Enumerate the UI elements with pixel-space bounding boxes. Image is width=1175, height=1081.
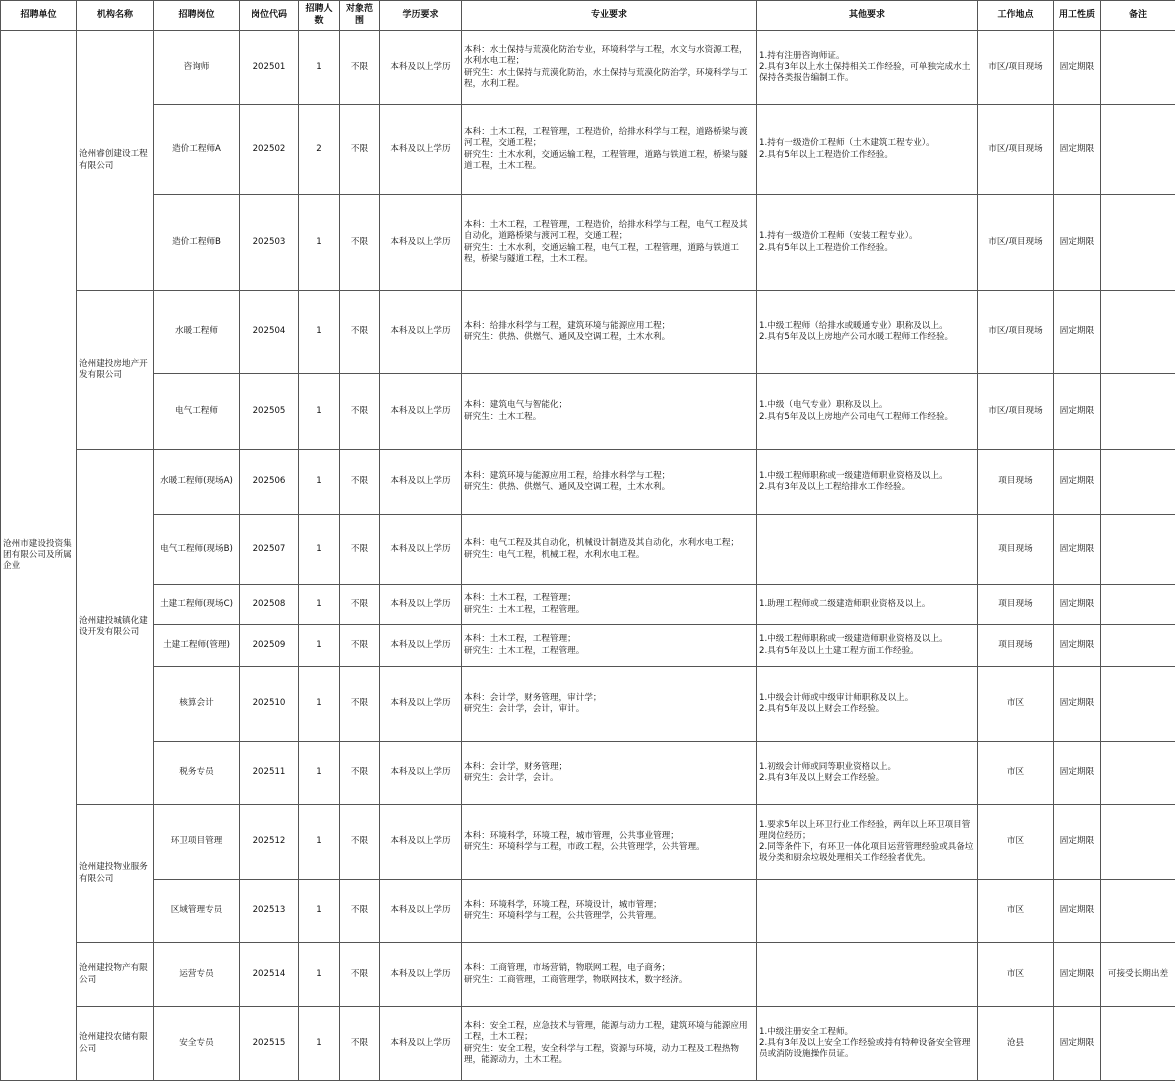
- employment-type: 固定期限: [1054, 742, 1101, 805]
- employment-type: 固定期限: [1054, 805, 1101, 880]
- post-code: 202508: [240, 585, 299, 625]
- table-row: [1, 1007, 1175, 1081]
- major-requirements: 本科：土木工程，工程管理； 研究生：土木工程，工程管理。: [462, 585, 757, 625]
- other-requirements: 1.持有注册咨询师证。 2.具有3年以上水土保持相关工作经验，可单独完成水土保持各类报告编制工作。: [757, 31, 978, 105]
- employment-type: 固定期限: [1054, 1007, 1101, 1081]
- other-requirements: 1.持有一级造价工程师（安装工程专业）。 2.具有5年以上工程造价工作经验。: [757, 195, 978, 291]
- education: 本科及以上学历: [380, 1007, 462, 1081]
- post-code: 202503: [240, 195, 299, 291]
- employment-type: 固定期限: [1054, 105, 1101, 195]
- post-code: 202514: [240, 943, 299, 1007]
- post-code: 202513: [240, 880, 299, 943]
- table-row: [1, 374, 1175, 450]
- employment-type: 固定期限: [1054, 585, 1101, 625]
- table-row: [1, 880, 1175, 943]
- education: 本科及以上学历: [380, 31, 462, 105]
- major-requirements: 本科：环境科学，环境工程，城市管理，公共事业管理； 研究生：环境科学与工程，市政工程，公共管理学，公共管理。: [462, 805, 757, 880]
- header-cell: 用工性质: [1054, 1, 1101, 31]
- work-location: 市区: [978, 880, 1054, 943]
- header-row: [1, 1, 1175, 31]
- other-requirements: 1.助理工程师或二级建造师职业资格及以上。: [757, 585, 978, 625]
- remarks: [1101, 742, 1175, 805]
- headcount: 1: [299, 667, 340, 742]
- table-row: [1, 31, 1175, 105]
- post-name: 土建工程师(现场C): [154, 585, 240, 625]
- post-name: 核算会计: [154, 667, 240, 742]
- employment-type: 固定期限: [1054, 374, 1101, 450]
- scope: 不限: [340, 667, 380, 742]
- remarks: [1101, 450, 1175, 515]
- post-name: 造价工程师B: [154, 195, 240, 291]
- headcount: 1: [299, 805, 340, 880]
- scope: 不限: [340, 105, 380, 195]
- other-requirements: 1.中级工程师职称或一级建造师职业资格及以上。 2.具有5年及以上土建工程方面工作经验。: [757, 625, 978, 667]
- table-row: [1, 450, 1175, 515]
- table-row: [1, 667, 1175, 742]
- education: 本科及以上学历: [380, 374, 462, 450]
- table-row: [1, 515, 1175, 585]
- education: 本科及以上学历: [380, 742, 462, 805]
- headcount: 1: [299, 291, 340, 374]
- post-name: 环卫项目管理: [154, 805, 240, 880]
- education: 本科及以上学历: [380, 195, 462, 291]
- work-location: 沧县: [978, 1007, 1054, 1081]
- post-code: 202512: [240, 805, 299, 880]
- post-name: 造价工程师A: [154, 105, 240, 195]
- scope: 不限: [340, 943, 380, 1007]
- post-name: 水暖工程师(现场A): [154, 450, 240, 515]
- scope: 不限: [340, 880, 380, 943]
- education: 本科及以上学历: [380, 805, 462, 880]
- scope: 不限: [340, 450, 380, 515]
- work-location: 项目现场: [978, 450, 1054, 515]
- major-requirements: 本科：会计学，财务管理，审计学； 研究生：会计学，会计，审计。: [462, 667, 757, 742]
- org-name: 沧州建投房地产开发有限公司: [77, 291, 154, 450]
- remarks: [1101, 880, 1175, 943]
- other-requirements: [757, 943, 978, 1007]
- post-name: 电气工程师(现场B): [154, 515, 240, 585]
- scope: 不限: [340, 31, 380, 105]
- work-location: 市区: [978, 943, 1054, 1007]
- work-location: 市区: [978, 742, 1054, 805]
- employment-type: 固定期限: [1054, 31, 1101, 105]
- other-requirements: 1.中级注册安全工程师。 2.具有3年及以上安全工作经验或持有特种设备安全管理员或消防设施操作员证。: [757, 1007, 978, 1081]
- org-name: 沧州建投物业服务有限公司: [77, 805, 154, 943]
- header-cell: 机构名称: [77, 1, 154, 31]
- work-location: 项目现场: [978, 585, 1054, 625]
- table-row: [1, 742, 1175, 805]
- table-row: [1, 195, 1175, 291]
- scope: 不限: [340, 195, 380, 291]
- post-name: 电气工程师: [154, 374, 240, 450]
- other-requirements: [757, 515, 978, 585]
- education: 本科及以上学历: [380, 105, 462, 195]
- scope: 不限: [340, 515, 380, 585]
- major-requirements: 本科：水土保持与荒漠化防治专业，环境科学与工程，水文与水资源工程，水利水电工程； 研究生：水土保持与荒漠化防治，水土保持与荒漠化防治学，环境科学与工程，水利工程。: [462, 31, 757, 105]
- headcount: 1: [299, 625, 340, 667]
- post-name: 水暖工程师: [154, 291, 240, 374]
- work-location: 市区/项目现场: [978, 374, 1054, 450]
- headcount: 1: [299, 31, 340, 105]
- employment-type: 固定期限: [1054, 291, 1101, 374]
- headcount: 1: [299, 943, 340, 1007]
- employment-type: 固定期限: [1054, 625, 1101, 667]
- table-row: [1, 105, 1175, 195]
- other-requirements: 1.要求5年以上环卫行业工作经验，两年以上环卫项目管理岗位经历； 2.同等条件下，有环卫一体化项目运营管理经验或具备垃圾分类和厨余垃圾处理相关工作经验者优先。: [757, 805, 978, 880]
- remarks: [1101, 515, 1175, 585]
- remarks: [1101, 31, 1175, 105]
- remarks: [1101, 374, 1175, 450]
- header-cell: 招聘人数: [299, 1, 340, 31]
- header-cell: 招聘岗位: [154, 1, 240, 31]
- remarks: [1101, 805, 1175, 880]
- remarks: [1101, 585, 1175, 625]
- headcount: 1: [299, 742, 340, 805]
- post-code: 202502: [240, 105, 299, 195]
- other-requirements: 1.中级工程师职称或一级建造师职业资格及以上。 2.具有3年及以上工程给排水工作经验。: [757, 450, 978, 515]
- work-location: 市区/项目现场: [978, 31, 1054, 105]
- header-cell: 岗位代码: [240, 1, 299, 31]
- work-location: 市区/项目现场: [978, 291, 1054, 374]
- major-requirements: 本科：电气工程及其自动化，机械设计制造及其自动化，水利水电工程； 研究生：电气工程，机械工程，水利水电工程。: [462, 515, 757, 585]
- major-requirements: 本科：土木工程，工程管理，工程造价，给排水科学与工程，道路桥梁与渡河工程，交通工程； 研究生：土木水利，交通运输工程，工程管理，道路与铁道工程，桥梁与隧道工程，土木工程。: [462, 105, 757, 195]
- employment-type: 固定期限: [1054, 880, 1101, 943]
- remarks: [1101, 667, 1175, 742]
- other-requirements: 1.中级（电气专业）职称及以上。 2.具有5年及以上房地产公司电气工程师工作经验。: [757, 374, 978, 450]
- major-requirements: 本科：土木工程，工程管理； 研究生：土木工程，工程管理。: [462, 625, 757, 667]
- scope: 不限: [340, 374, 380, 450]
- major-requirements: 本科：建筑电气与智能化； 研究生：土木工程。: [462, 374, 757, 450]
- post-code: 202510: [240, 667, 299, 742]
- headcount: 1: [299, 515, 340, 585]
- employment-type: 固定期限: [1054, 943, 1101, 1007]
- headcount: 1: [299, 195, 340, 291]
- major-requirements: 本科：建筑环境与能源应用工程，给排水科学与工程； 研究生：供热、供燃气、通风及空调工程，土木水利。: [462, 450, 757, 515]
- header-cell: 对象范围: [340, 1, 380, 31]
- remarks: [1101, 105, 1175, 195]
- header-cell: 学历要求: [380, 1, 462, 31]
- post-name: 土建工程师(管理): [154, 625, 240, 667]
- remarks: [1101, 291, 1175, 374]
- major-requirements: 本科：会计学，财务管理； 研究生：会计学，会计。: [462, 742, 757, 805]
- scope: 不限: [340, 585, 380, 625]
- scope: 不限: [340, 805, 380, 880]
- post-name: 安全专员: [154, 1007, 240, 1081]
- table-row: [1, 291, 1175, 374]
- work-location: 市区: [978, 805, 1054, 880]
- headcount: 1: [299, 880, 340, 943]
- remarks: [1101, 625, 1175, 667]
- work-location: 市区/项目现场: [978, 105, 1054, 195]
- education: 本科及以上学历: [380, 943, 462, 1007]
- major-requirements: 本科：环境科学，环境工程，环境设计，城市管理； 研究生：环境科学与工程，公共管理学，公共管理。: [462, 880, 757, 943]
- scope: 不限: [340, 742, 380, 805]
- post-code: 202507: [240, 515, 299, 585]
- other-requirements: 1.中级工程师（给排水或暖通专业）职称及以上。 2.具有5年及以上房地产公司水暖工程师工作经验。: [757, 291, 978, 374]
- headcount: 1: [299, 585, 340, 625]
- headcount: 1: [299, 374, 340, 450]
- post-code: 202504: [240, 291, 299, 374]
- recruiting-unit: 沧州市建设投资集团有限公司及所属企业: [1, 31, 77, 1081]
- scope: 不限: [340, 625, 380, 667]
- table-row: [1, 625, 1175, 667]
- remarks: 可接受长期出差: [1101, 943, 1175, 1007]
- education: 本科及以上学历: [380, 450, 462, 515]
- scope: 不限: [340, 291, 380, 374]
- major-requirements: 本科：安全工程，应急技术与管理，能源与动力工程，建筑环境与能源应用工程，土木工程； 研究生：安全工程，安全科学与工程，资源与环境，动力工程及工程热物理，能源动力，土木工程。: [462, 1007, 757, 1081]
- header-cell: 备注: [1101, 1, 1175, 31]
- education: 本科及以上学历: [380, 667, 462, 742]
- org-name: 沧州建投物产有限公司: [77, 943, 154, 1007]
- post-code: 202509: [240, 625, 299, 667]
- remarks: [1101, 195, 1175, 291]
- other-requirements: 1.中级会计师或中级审计师职称及以上。 2.具有5年及以上财会工作经验。: [757, 667, 978, 742]
- employment-type: 固定期限: [1054, 450, 1101, 515]
- post-name: 税务专员: [154, 742, 240, 805]
- employment-type: 固定期限: [1054, 195, 1101, 291]
- post-code: 202511: [240, 742, 299, 805]
- major-requirements: 本科：土木工程，工程管理，工程造价，给排水科学与工程，电气工程及其自动化，道路桥梁与渡河工程，交通工程； 研究生：土木水利，交通运输工程，电气工程，工程管理，道路与铁道工程，桥梁与隧道工程，土木工程。: [462, 195, 757, 291]
- major-requirements: 本科：工商管理，市场营销，物联网工程，电子商务； 研究生：工商管理，工商管理学，物联网技术，数字经济。: [462, 943, 757, 1007]
- education: 本科及以上学历: [380, 291, 462, 374]
- post-name: 区域管理专员: [154, 880, 240, 943]
- employment-type: 固定期限: [1054, 515, 1101, 585]
- education: 本科及以上学历: [380, 880, 462, 943]
- work-location: 项目现场: [978, 515, 1054, 585]
- table-row: [1, 585, 1175, 625]
- scope: 不限: [340, 1007, 380, 1081]
- headcount: 1: [299, 450, 340, 515]
- education: 本科及以上学历: [380, 585, 462, 625]
- education: 本科及以上学历: [380, 515, 462, 585]
- org-name: 沧州睿创建设工程有限公司: [77, 31, 154, 291]
- org-name: 沧州建投农储有限公司: [77, 1007, 154, 1081]
- remarks: [1101, 1007, 1175, 1081]
- work-location: 市区/项目现场: [978, 195, 1054, 291]
- table-row: [1, 943, 1175, 1007]
- header-cell: 工作地点: [978, 1, 1054, 31]
- post-name: 咨询师: [154, 31, 240, 105]
- post-code: 202501: [240, 31, 299, 105]
- major-requirements: 本科：给排水科学与工程，建筑环境与能源应用工程； 研究生：供热、供燃气、通风及空调工程，土木水利。: [462, 291, 757, 374]
- post-code: 202505: [240, 374, 299, 450]
- post-code: 202506: [240, 450, 299, 515]
- education: 本科及以上学历: [380, 625, 462, 667]
- employment-type: 固定期限: [1054, 667, 1101, 742]
- headcount: 2: [299, 105, 340, 195]
- org-name: 沧州建投城镇化建设开发有限公司: [77, 450, 154, 805]
- other-requirements: [757, 880, 978, 943]
- header-cell: 其他要求: [757, 1, 978, 31]
- other-requirements: 1.持有一级造价工程师（土木建筑工程专业）。 2.具有5年以上工程造价工作经验。: [757, 105, 978, 195]
- other-requirements: 1.初级会计师或同等职业资格以上。 2.具有3年及以上财会工作经验。: [757, 742, 978, 805]
- post-name: 运营专员: [154, 943, 240, 1007]
- work-location: 项目现场: [978, 625, 1054, 667]
- header-cell: 招聘单位: [1, 1, 77, 31]
- header-cell: 专业要求: [462, 1, 757, 31]
- table-row: [1, 805, 1175, 880]
- work-location: 市区: [978, 667, 1054, 742]
- post-code: 202515: [240, 1007, 299, 1081]
- headcount: 1: [299, 1007, 340, 1081]
